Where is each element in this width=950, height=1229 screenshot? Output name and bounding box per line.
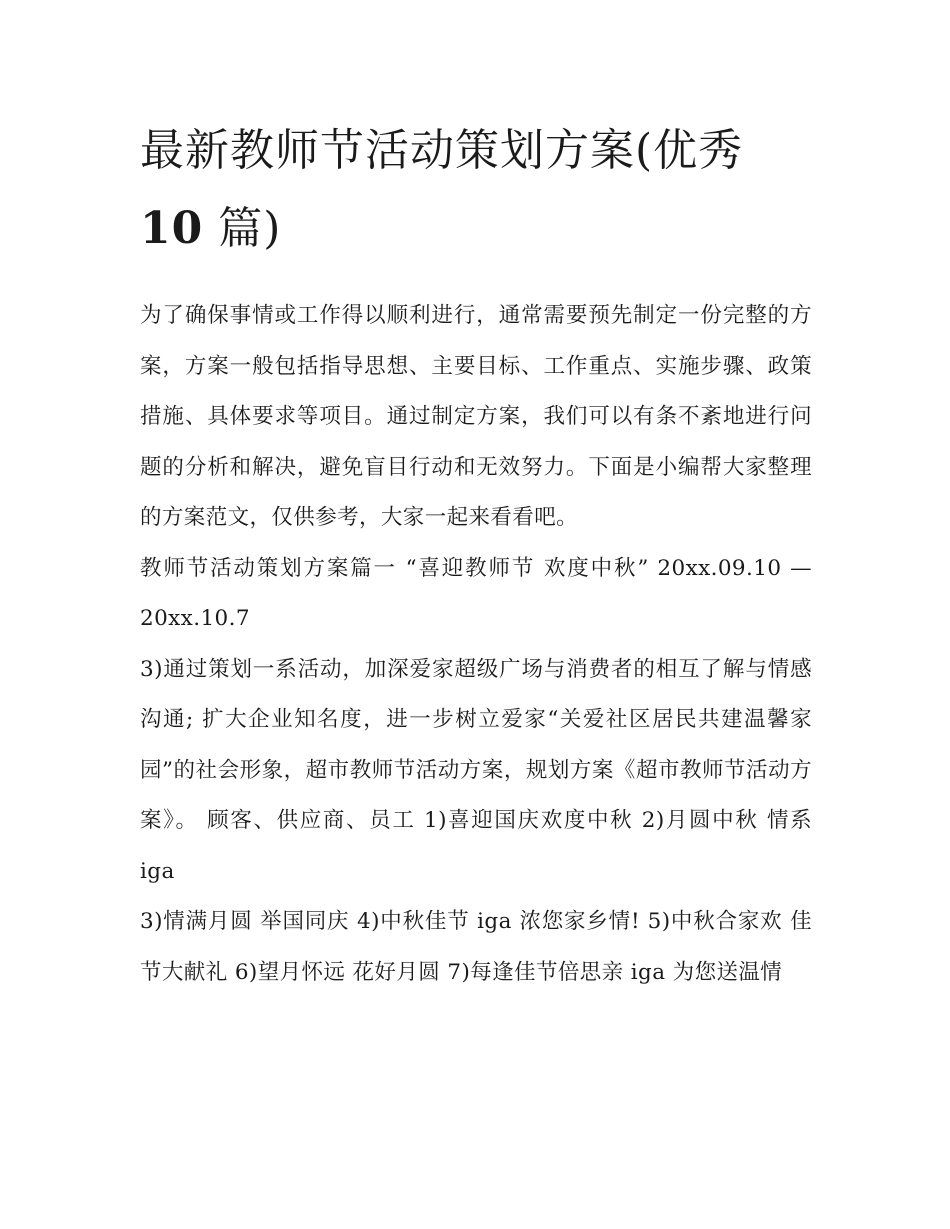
title-number: 10 (140, 203, 204, 254)
intro-paragraph: 为了确保事情或工作得以顺利进行，通常需要预先制定一份完整的方案，方案一般包括指导思想、主要目标、工作重点、实施步骤、政策措施、具体要求等项目。通过制定方案，我们可以有条不紊地进行问题的分析和解决，避免盲目行动和无效努力。下面是小编帮大家整理的方案范文，仅供参考，大家一起来看看吧。 (140, 303, 812, 530)
section-heading-paragraph: 教师节活动策划方案篇一 “喜迎教师节 欢度中秋” 20xx.09.10 — 20xx.10.7 (140, 555, 812, 631)
document-page (140, 112, 812, 998)
title-line-2: 篇) (203, 203, 282, 254)
title-line-1: 最新教师节活动策划方案(优秀 (140, 125, 744, 176)
body-paragraph: 3)通过策划一系活动，加深爱家超级广场与消费者的相互了解与情感沟通; 扩大企业知名度，进一步树立爱家“关爱社区居民共建温馨家园”的社会形象，超市教师节活动方案，规划方案《超市教师节活动方案》。 顾客、供应商、员工 1)喜迎国庆欢度中秋 2)月圆中秋 情系 iga (140, 656, 812, 884)
slogan-paragraph: 3)情满月圆 举国同庆 4)中秋佳节 iga 浓您家乡情! 5)中秋合家欢 佳节大献礼 6)望月怀远 花好月圆 7)每逢佳节倍思亲 iga 为您送温情 (140, 909, 812, 985)
document-title (140, 112, 812, 268)
